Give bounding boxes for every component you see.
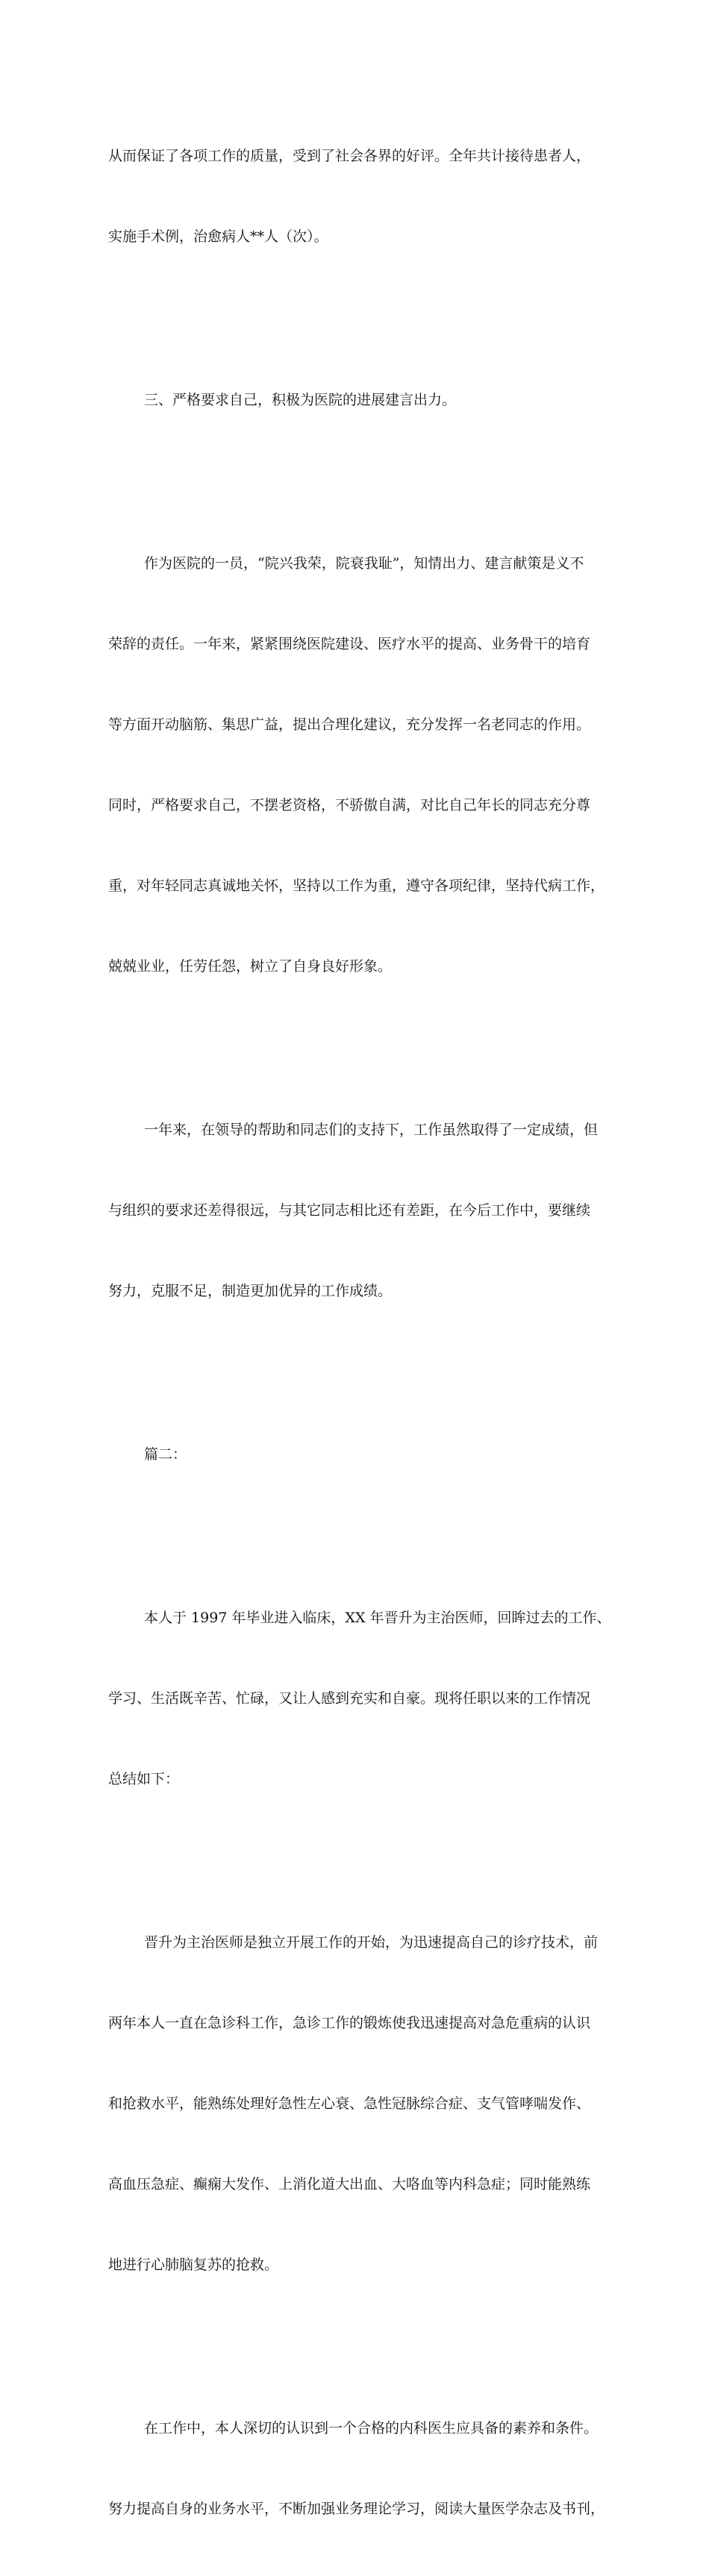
- text-line: 本人于 1997 年毕业进入临床，XX 年晋升为主治医师，回眸过去的工作、: [144, 1610, 611, 1626]
- paragraph-7: [108, 1875, 601, 2332]
- text-line: 学习、生活既辛苦、忙碌，又让人感到充实和自豪。现将任职以来的工作情况: [108, 1690, 591, 1707]
- text-line: 重，对年轻同志真诚地关怀，坚持以工作为重，遵守各项纪律，坚持代病工作，: [108, 878, 605, 894]
- paragraph-6: [108, 1551, 611, 1846]
- text-line: 作为医院的一员，“院兴我荣，院衰我耻”，知情出力、建言献策是义不: [144, 555, 584, 572]
- text-line: 从而保证了各项工作的质量，受到了社会各界的好评。全年共计接待患者人，: [108, 148, 591, 164]
- text-line: 一年来，在领导的帮助和同志们的支持下，工作虽然取得了一定成绩，但: [144, 1122, 599, 1138]
- text-line: 总结如下：: [108, 1771, 180, 1787]
- paragraph-8: [108, 2361, 605, 2576]
- text-line: 篇二：: [144, 1446, 187, 1463]
- text-line: 兢兢业业，任劳任怨，树立了自身良好形象。: [108, 958, 393, 975]
- text-line: 两年本人一直在急诊科工作，急诊工作的锻炼使我迅速提高对急危重病的认识: [108, 2015, 591, 2031]
- text-line: 同时，严格要求自己，不摆老资格，不骄傲自满，对比自己年长的同志充分尊: [108, 797, 591, 813]
- section-heading-part2: [108, 1387, 601, 1522]
- text-line: 等方面开动脑筋、集思广益，提出合理化建议，充分发挥一名老同志的作用。: [108, 716, 591, 733]
- text-line: 三、严格要求自己，积极为医院的进展建言出力。: [144, 392, 457, 408]
- document-body: [108, 89, 611, 2576]
- paragraph-4: [108, 1063, 601, 1358]
- text-line: 地进行心肺脑复苏的抢救。: [108, 2257, 279, 2273]
- text-line: 努力提高自身的业务水平，不断加强业务理论学习，阅读大量医学杂志及书刊，: [108, 2501, 605, 2517]
- text-line: 在工作中，本人深切的认识到一个合格的内科医生应具备的素养和条件。: [144, 2420, 599, 2436]
- text-line: 和抢救水平，能熟练处理好急性左心衰、急性冠脉综合症、支气管哮喘发作、: [108, 2095, 591, 2112]
- paragraph-3: [108, 496, 605, 1034]
- text-line: 高血压急症、癫痫大发作、上消化道大出血、大咯血等内科急症；同时能熟练: [108, 2176, 591, 2192]
- text-line: 实施手术例，治愈病人**人（次）。: [108, 228, 328, 245]
- text-line: 晋升为主治医师是独立开展工作的开始，为迅速提高自己的诊疗技术，前: [144, 1934, 599, 1951]
- paragraph-1: [108, 89, 601, 304]
- text-line: 努力，克服不足，制造更加优异的工作成绩。: [108, 1283, 393, 1299]
- text-line: 荣辞的责任。一年来，紧紧围绕医院建设、医疗水平的提高、业务骨干的培育: [108, 636, 591, 652]
- section-heading-3: [108, 333, 601, 467]
- text-line: 与组织的要求还差得很远，与其它同志相比还有差距，在今后工作中，要继续: [108, 1202, 591, 1219]
